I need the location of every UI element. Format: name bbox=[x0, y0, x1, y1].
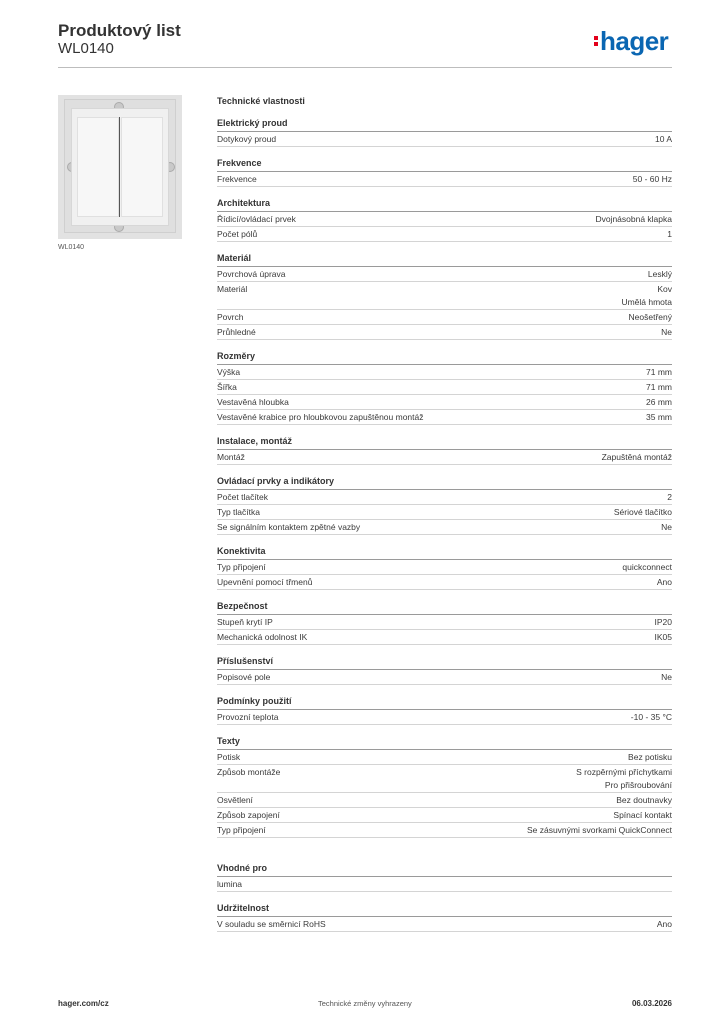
spec-label: Provozní teplota bbox=[217, 712, 279, 722]
spec-row bbox=[217, 823, 672, 838]
section-title: Udržitelnost bbox=[217, 901, 672, 917]
section-title: Ovládací prvky a indikátory bbox=[217, 474, 672, 490]
spec-value: Lesklý bbox=[647, 269, 672, 279]
section-title: Konektivita bbox=[217, 544, 672, 560]
spec-label: Počet pólů bbox=[217, 229, 258, 239]
spec-label: Frekvence bbox=[217, 174, 257, 184]
spec-label: Počet tlačítek bbox=[217, 492, 269, 502]
spec-value: Sériové tlačítko bbox=[613, 507, 672, 517]
spec-row bbox=[217, 395, 672, 410]
spec-label: Typ tlačítka bbox=[217, 507, 260, 517]
spec-section bbox=[217, 251, 672, 340]
hager-logo bbox=[594, 26, 668, 57]
spec-value: 35 mm bbox=[646, 412, 672, 422]
spec-row bbox=[217, 793, 672, 808]
spec-label: Mechanická odolnost IK bbox=[217, 632, 308, 642]
spec-row bbox=[217, 615, 672, 630]
spec-section bbox=[217, 116, 672, 147]
spec-value: 71 mm bbox=[646, 367, 672, 377]
spacer bbox=[217, 847, 672, 861]
spec-value: Ano bbox=[656, 577, 672, 587]
footer-website: hager.com/cz bbox=[58, 999, 109, 1008]
page-title: Produktový list bbox=[58, 21, 181, 40]
spec-row bbox=[217, 560, 672, 575]
spec-row bbox=[217, 227, 672, 242]
spec-row bbox=[217, 575, 672, 590]
spec-value: Bez potisku bbox=[628, 752, 672, 762]
spec-value: 1 bbox=[667, 229, 672, 239]
section-title: Texty bbox=[217, 734, 672, 750]
spec-row bbox=[217, 380, 672, 395]
spec-row bbox=[217, 365, 672, 380]
spec-row bbox=[217, 325, 672, 340]
product-image bbox=[58, 95, 182, 239]
spec-row bbox=[217, 520, 672, 535]
spec-section bbox=[217, 544, 672, 590]
spec-row bbox=[217, 450, 672, 465]
spec-section bbox=[217, 196, 672, 242]
spec-value: Dvojnásobná klapka bbox=[595, 214, 672, 224]
spec-section bbox=[217, 599, 672, 645]
spec-label: Povrch bbox=[217, 312, 244, 322]
spec-row bbox=[217, 630, 672, 645]
spec-label: Montáž bbox=[217, 452, 245, 462]
spec-row bbox=[217, 132, 672, 147]
spec-section bbox=[217, 474, 672, 535]
spec-section bbox=[217, 654, 672, 685]
spec-section bbox=[217, 694, 672, 725]
spec-value: quickconnect bbox=[622, 562, 672, 572]
spec-label: Popisové pole bbox=[217, 672, 271, 682]
spec-value: Se zásuvnými svorkami QuickConnect bbox=[526, 825, 672, 835]
section-title: Rozměry bbox=[217, 349, 672, 365]
spec-label: Se signálním kontaktem zpětné vazby bbox=[217, 522, 361, 532]
spec-sections bbox=[217, 116, 672, 838]
specs-table bbox=[217, 94, 672, 941]
footer-note: Technické změny vyhrazeny bbox=[318, 999, 412, 1008]
spec-row bbox=[217, 710, 672, 725]
spec-value: Ne bbox=[661, 672, 672, 682]
spec-label: Vestavěná hloubka bbox=[217, 397, 289, 407]
spec-value: S rozpěrnými příchytkami Pro přišroubování bbox=[576, 767, 672, 790]
spec-label: Způsob zapojení bbox=[217, 810, 280, 820]
spec-row bbox=[217, 505, 672, 520]
spec-section bbox=[217, 156, 672, 187]
section-title: Bezpečnost bbox=[217, 599, 672, 615]
spec-section bbox=[217, 349, 672, 425]
spec-row bbox=[217, 172, 672, 187]
section-title: Instalace, montáž bbox=[217, 434, 672, 450]
product-code: WL0140 bbox=[58, 40, 114, 57]
rocker-divider bbox=[119, 117, 120, 217]
spec-section bbox=[217, 734, 672, 838]
section-title: Příslušenství bbox=[217, 654, 672, 670]
logo-text: hager bbox=[600, 26, 669, 56]
spec-row bbox=[217, 282, 672, 310]
spec-value: 50 - 60 Hz bbox=[632, 174, 672, 184]
spec-section bbox=[217, 901, 672, 932]
spec-label: Dotykový proud bbox=[217, 134, 277, 144]
spec-row bbox=[217, 750, 672, 765]
spec-section bbox=[217, 861, 672, 892]
spec-value: -10 - 35 °C bbox=[630, 712, 672, 722]
spec-value: 2 bbox=[667, 492, 672, 502]
section-title: Podmínky použití bbox=[217, 694, 672, 710]
spec-row bbox=[217, 877, 672, 892]
spec-label: Osvětlení bbox=[217, 795, 253, 805]
spec-label: Způsob montáže bbox=[217, 767, 281, 777]
section-title: Vhodné pro bbox=[217, 861, 672, 877]
spec-value: Neošetřený bbox=[628, 312, 672, 322]
spec-label: lumina bbox=[217, 879, 243, 889]
section-title: Architektura bbox=[217, 196, 672, 212]
spec-label: Typ připojení bbox=[217, 825, 266, 835]
section-title: Elektrický proud bbox=[217, 116, 672, 132]
spec-value: Kov Umělá hmota bbox=[621, 284, 672, 307]
spec-value: Zapuštěná montáž bbox=[601, 452, 672, 462]
spec-value: Bez doutnavky bbox=[616, 795, 672, 805]
spec-row bbox=[217, 765, 672, 793]
spec-label: Materiál bbox=[217, 284, 248, 294]
extra-spec-sections bbox=[217, 861, 672, 932]
spec-section bbox=[217, 434, 672, 465]
spec-row bbox=[217, 212, 672, 227]
logo-dots-icon bbox=[594, 34, 598, 48]
header-divider bbox=[58, 67, 672, 68]
spec-label: Upevnění pomocí třmenů bbox=[217, 577, 313, 587]
spec-row bbox=[217, 917, 672, 932]
switch-plate bbox=[71, 108, 169, 226]
spec-value: IP20 bbox=[654, 617, 672, 627]
spec-value: Ne bbox=[661, 522, 672, 532]
spec-row bbox=[217, 490, 672, 505]
spec-value: 71 mm bbox=[646, 382, 672, 392]
spec-label: Výška bbox=[217, 367, 241, 377]
spec-label: V souladu se směrnicí RoHS bbox=[217, 919, 326, 929]
section-title: Frekvence bbox=[217, 156, 672, 172]
spec-value: Ano bbox=[656, 919, 672, 929]
spec-row bbox=[217, 670, 672, 685]
spec-row bbox=[217, 808, 672, 823]
section-title: Materiál bbox=[217, 251, 672, 267]
spec-label: Vestavěné krabice pro hloubkovou zapuštěnou montáž bbox=[217, 412, 424, 422]
rocker-right bbox=[121, 117, 163, 217]
footer-date: 06.03.2026 bbox=[631, 999, 672, 1008]
spec-label: Šířka bbox=[217, 382, 237, 392]
spec-row bbox=[217, 410, 672, 425]
image-caption: WL0140 bbox=[58, 244, 85, 251]
specs-heading: Technické vlastnosti bbox=[217, 96, 305, 106]
spec-label: Stupeň krytí IP bbox=[217, 617, 273, 627]
spec-label: Povrchová úprava bbox=[217, 269, 286, 279]
spec-value: Spínací kontakt bbox=[613, 810, 672, 820]
spec-value: 26 mm bbox=[646, 397, 672, 407]
spec-value: IK05 bbox=[654, 632, 672, 642]
spec-value: 10 A bbox=[654, 134, 672, 144]
spec-row bbox=[217, 310, 672, 325]
spec-row bbox=[217, 267, 672, 282]
rocker-left bbox=[77, 117, 119, 217]
spec-label: Průhledné bbox=[217, 327, 256, 337]
spec-label: Potisk bbox=[217, 752, 241, 762]
spec-label: Typ připojení bbox=[217, 562, 266, 572]
spec-value: Ne bbox=[661, 327, 672, 337]
spec-label: Řídicí/ovládací prvek bbox=[217, 214, 296, 224]
